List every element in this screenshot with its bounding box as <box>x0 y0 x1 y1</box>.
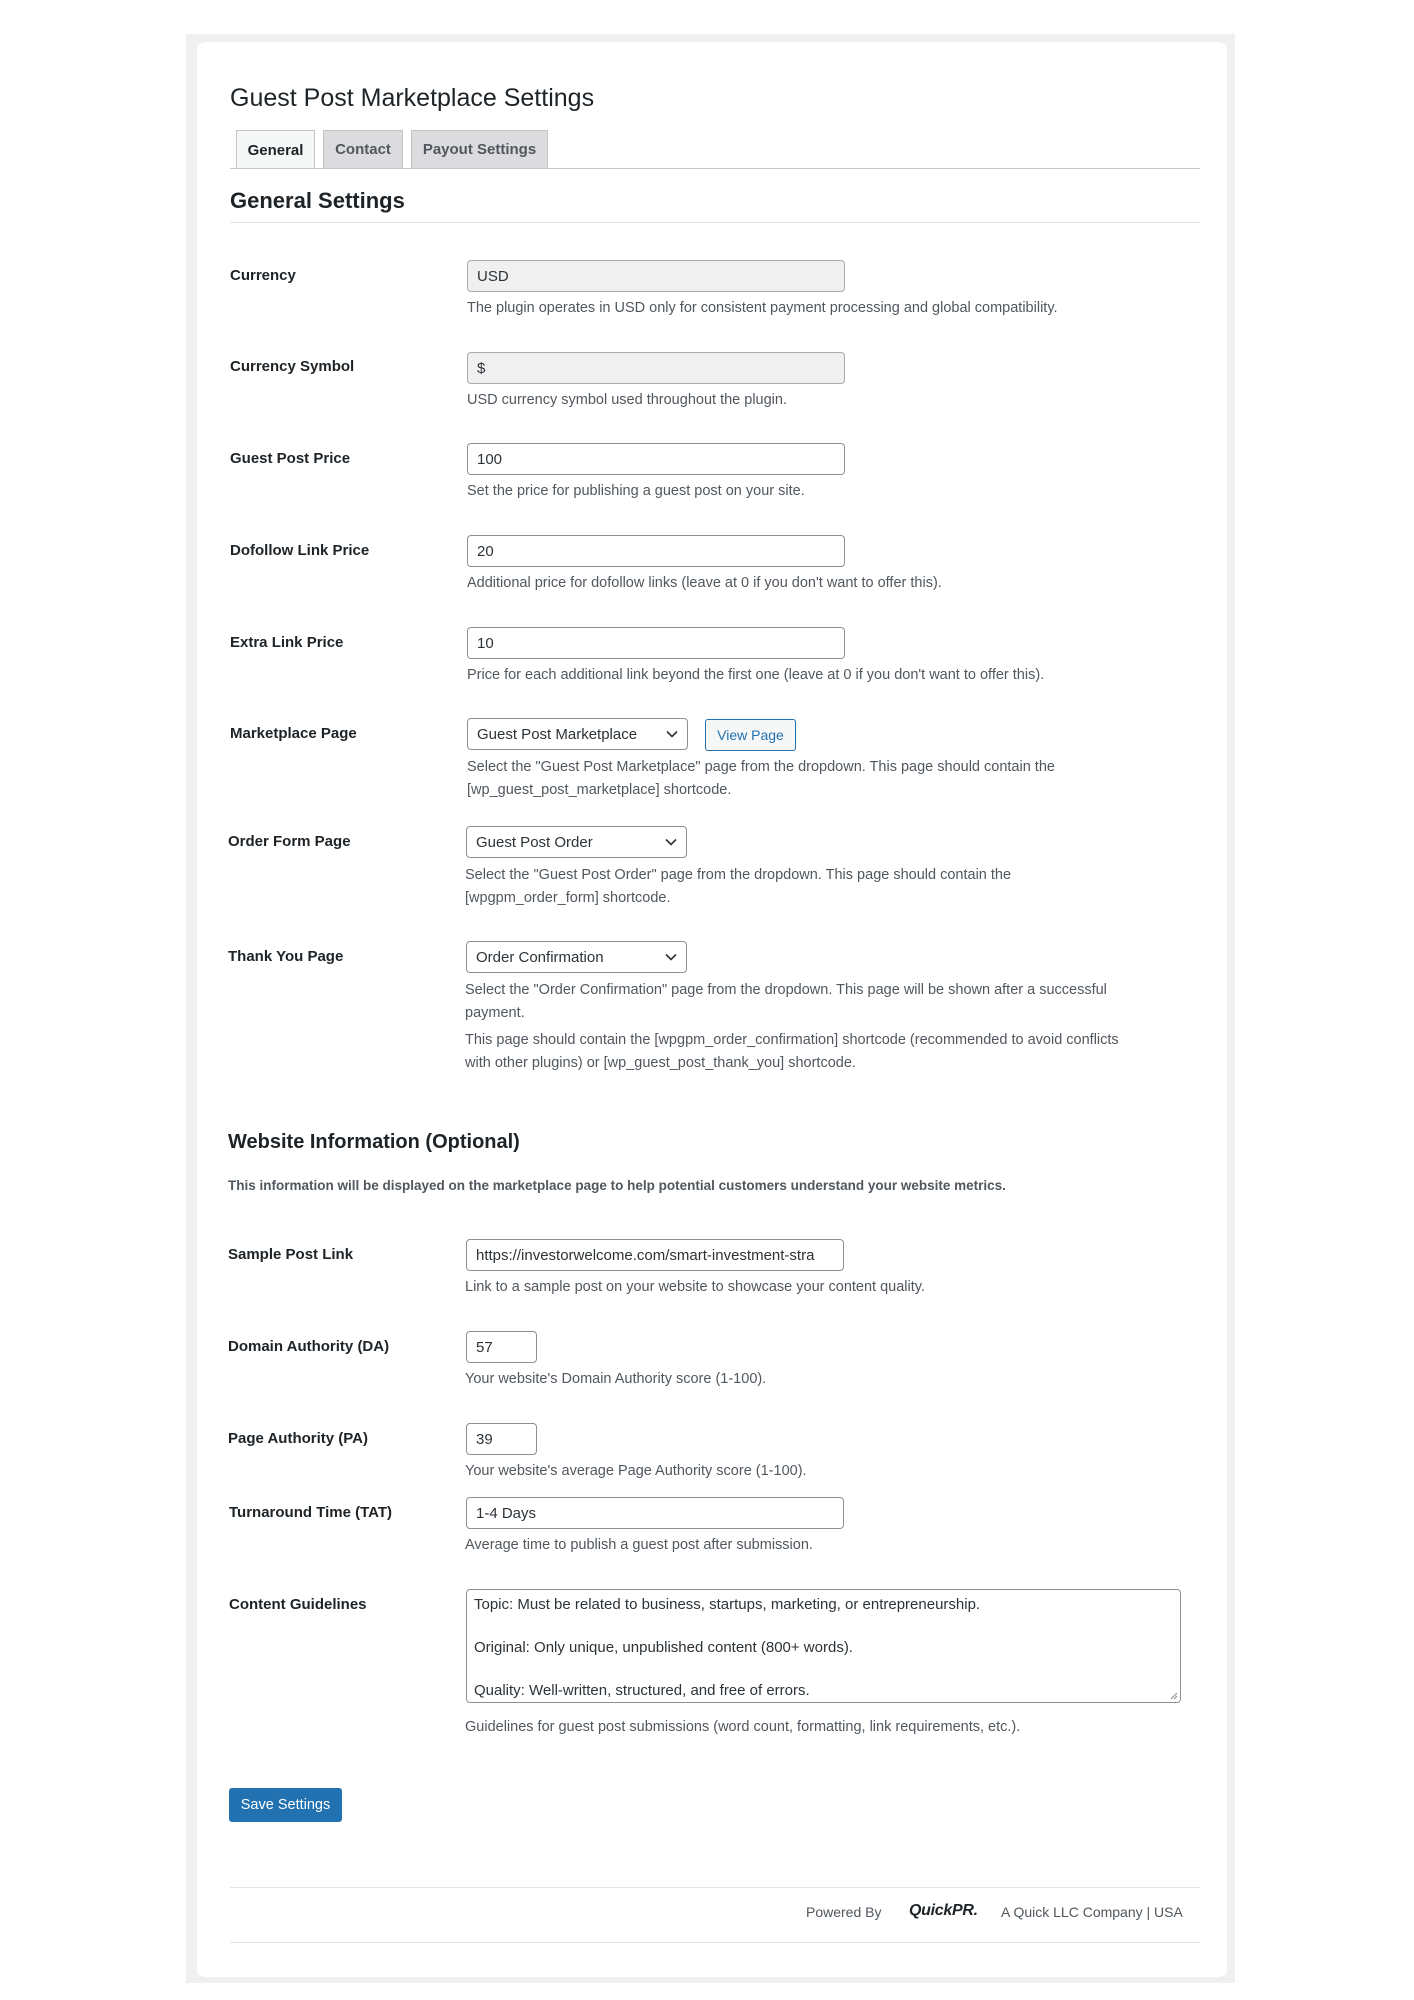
order-form-page-selected: Guest Post Order <box>476 833 593 851</box>
extra-link-price-description: Price for each additional link beyond the first one (leave at 0 if you don't want to offer this). <box>467 667 1045 683</box>
guideline-line: Quality: Well-written, structured, and free of errors. <box>474 1682 810 1699</box>
guest-post-price-input[interactable]: 100 <box>467 443 845 475</box>
guideline-line: Original: Only unique, unpublished content (800+ words). <box>474 1639 853 1656</box>
save-settings-button[interactable]: Save Settings <box>229 1788 342 1822</box>
currency-input[interactable]: USD <box>467 260 845 292</box>
domain-authority-description: Your website's Domain Authority score (1-100). <box>465 1371 767 1387</box>
page-authority-label: Page Authority (PA) <box>228 1430 369 1447</box>
turnaround-time-input[interactable]: 1-4 Days <box>466 1497 844 1529</box>
order-form-page-label: Order Form Page <box>228 833 351 850</box>
turnaround-time-label: Turnaround Time (TAT) <box>229 1504 393 1521</box>
marketplace-page-description-line2: [wp_guest_post_marketplace] shortcode. <box>467 782 732 798</box>
dofollow-link-price-input[interactable]: 20 <box>467 535 845 567</box>
extra-link-price-input[interactable]: 10 <box>467 627 845 659</box>
marketplace-page-selected: Guest Post Marketplace <box>477 725 638 743</box>
currency-symbol-label: Currency Symbol <box>230 358 355 375</box>
tab-general[interactable]: General <box>236 130 315 169</box>
company-text: A Quick LLC Company | USA <box>1001 1904 1183 1920</box>
chevron-down-icon <box>665 838 677 846</box>
marketplace-page-label: Marketplace Page <box>230 725 357 742</box>
general-settings-heading: General Settings <box>230 188 405 213</box>
chevron-down-icon <box>665 953 677 961</box>
dofollow-link-price-label: Dofollow Link Price <box>230 542 370 559</box>
guest-post-price-description: Set the price for publishing a guest post on your site. <box>467 483 805 499</box>
tab-payout-settings[interactable]: Payout Settings <box>411 130 548 168</box>
order-form-page-description-line2: [wpgpm_order_form] shortcode. <box>465 890 671 906</box>
extra-link-price-label: Extra Link Price <box>230 634 344 651</box>
quickpr-logo[interactable]: QuickPR. <box>909 1902 978 1919</box>
currency-symbol-input[interactable]: $ <box>467 352 845 384</box>
thank-you-page-label: Thank You Page <box>228 948 344 965</box>
website-information-heading: Website Information (Optional) <box>228 1131 520 1153</box>
content-guidelines-label: Content Guidelines <box>229 1596 367 1613</box>
domain-authority-input[interactable]: 57 <box>466 1331 537 1363</box>
section-divider <box>230 222 1200 223</box>
thank-you-page-select[interactable] <box>466 941 687 973</box>
guideline-line: Topic: Must be related to business, startups, marketing, or entrepreneurship. <box>474 1596 981 1613</box>
order-form-page-description-line1: Select the "Guest Post Order" page from the dropdown. This page should contain the <box>465 867 1012 883</box>
resize-handle-icon[interactable] <box>1169 1691 1178 1700</box>
content-guidelines-textarea[interactable] <box>466 1589 1181 1703</box>
page-authority-description: Your website's average Page Authority score (1-100). <box>465 1463 807 1479</box>
page-authority-input[interactable]: 39 <box>466 1423 537 1455</box>
thank-you-page-description-line4: with other plugins) or [wp_guest_post_thank_you] shortcode. <box>465 1055 856 1071</box>
currency-description: The plugin operates in USD only for consistent payment processing and global compatibility. <box>467 300 1058 316</box>
tab-contact[interactable]: Contact <box>323 130 403 168</box>
powered-by-text: Powered By <box>806 1904 882 1920</box>
tab-divider <box>230 168 1200 169</box>
thank-you-page-description-line1: Select the "Order Confirmation" page from the dropdown. This page will be shown after a successful <box>465 982 1107 998</box>
thank-you-page-description-line3: This page should contain the [wpgpm_order_confirmation] shortcode (recommended to avoid conflicts <box>465 1032 1119 1048</box>
turnaround-time-description: Average time to publish a guest post after submission. <box>465 1537 813 1553</box>
footer-divider-top <box>230 1887 1200 1888</box>
sample-post-link-input[interactable]: https://investorwelcome.com/smart-investment-stra <box>466 1239 844 1271</box>
order-form-page-select[interactable] <box>466 826 687 858</box>
view-page-button[interactable]: View Page <box>705 719 796 751</box>
footer-divider-bottom <box>230 1942 1200 1943</box>
sample-post-link-description: Link to a sample post on your website to showcase your content quality. <box>465 1279 925 1295</box>
marketplace-page-select[interactable] <box>467 718 688 750</box>
sample-post-link-label: Sample Post Link <box>228 1246 354 1263</box>
marketplace-page-description-line1: Select the "Guest Post Marketplace" page from the dropdown. This page should contain the <box>467 759 1055 775</box>
currency-symbol-description: USD currency symbol used throughout the plugin. <box>467 392 787 408</box>
domain-authority-label: Domain Authority (DA) <box>228 1338 390 1355</box>
thank-you-page-description-line2: payment. <box>465 1005 525 1021</box>
page-title: Guest Post Marketplace Settings <box>230 84 595 112</box>
website-information-note: This information will be displayed on the marketplace page to help potential customers understand your website metrics. <box>228 1178 1006 1193</box>
chevron-down-icon <box>666 730 678 738</box>
currency-label: Currency <box>230 267 296 284</box>
guest-post-price-label: Guest Post Price <box>230 450 351 467</box>
content-guidelines-description: Guidelines for guest post submissions (word count, formatting, link requirements, etc.). <box>465 1719 1021 1735</box>
dofollow-link-price-description: Additional price for dofollow links (leave at 0 if you don't want to offer this). <box>467 575 942 591</box>
thank-you-page-selected: Order Confirmation <box>476 948 604 966</box>
